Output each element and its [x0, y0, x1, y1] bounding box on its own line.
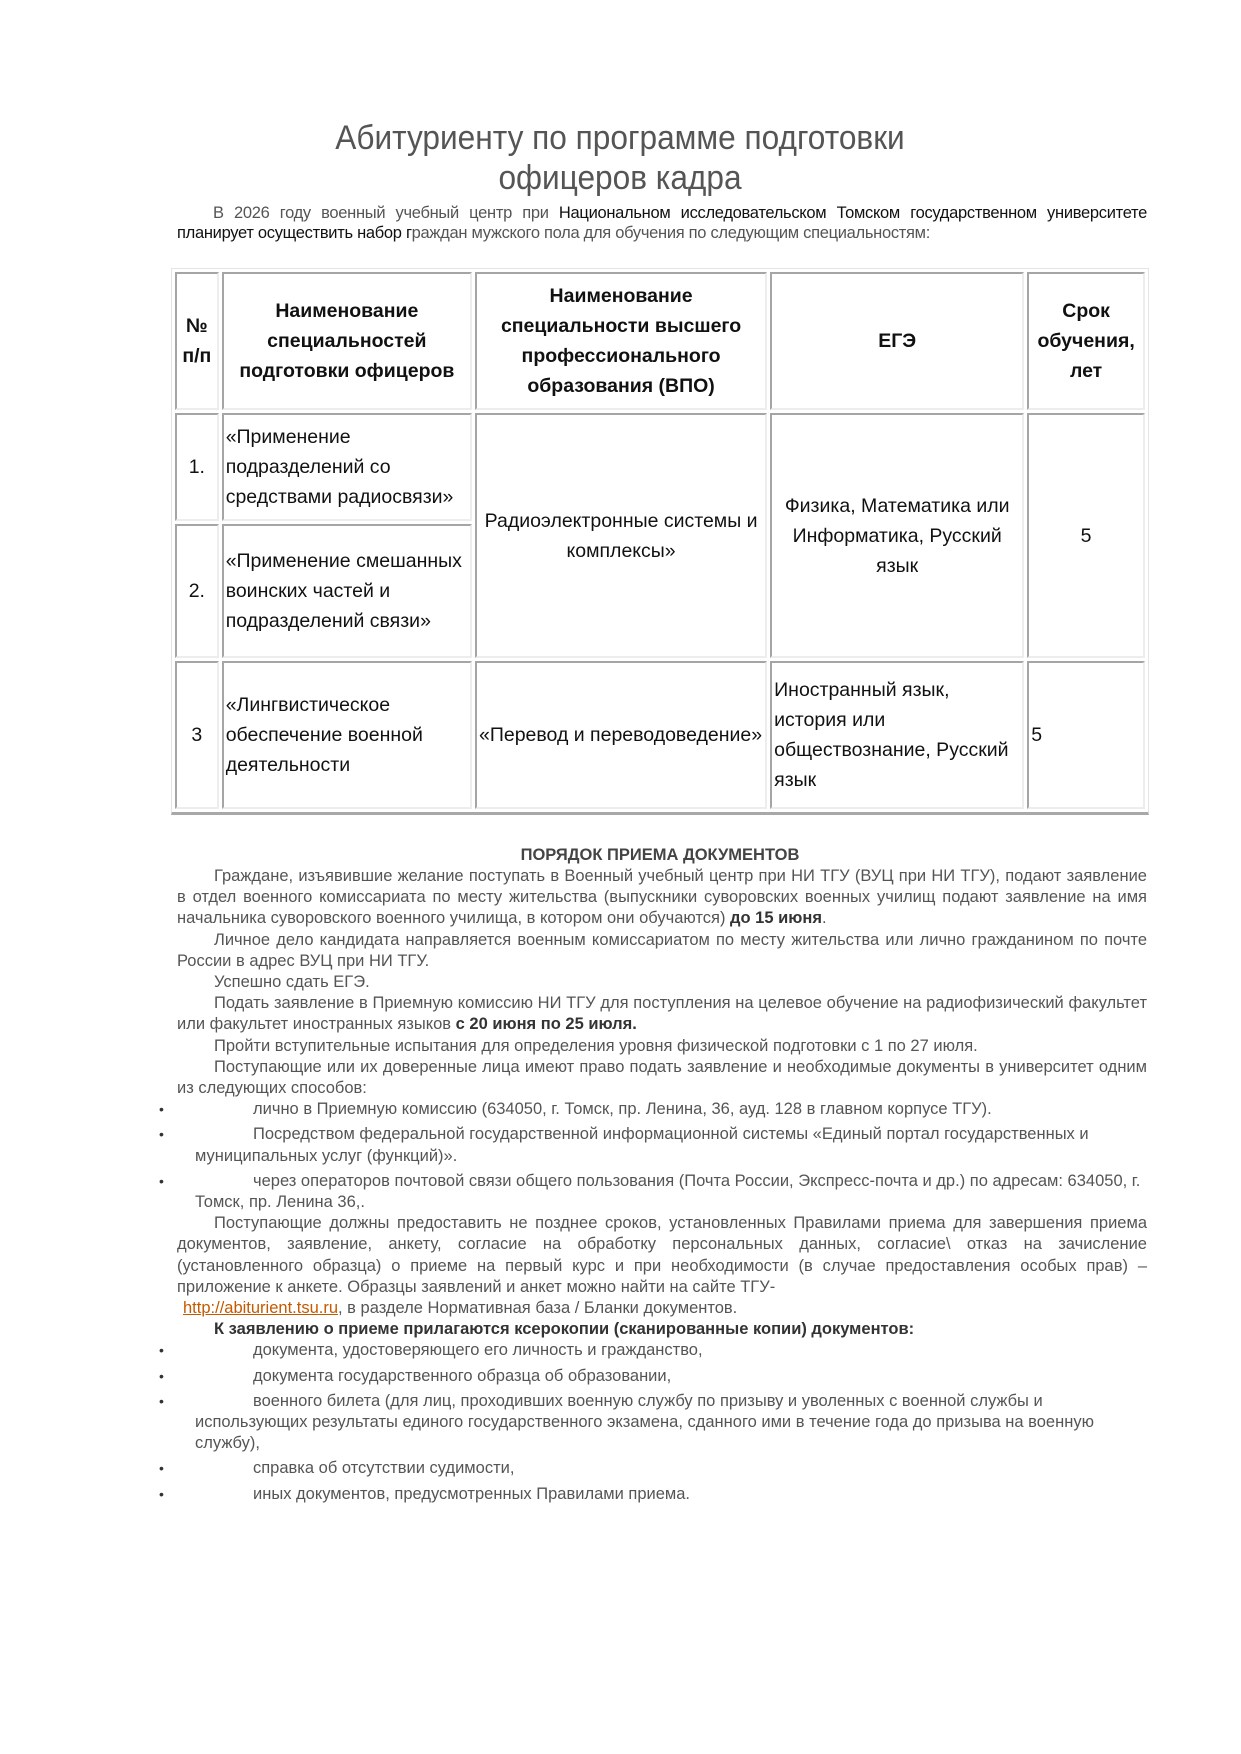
row-officer-specialty: «Применение смешанных воинских частей и подразделений связи» — [222, 524, 472, 658]
bullet-icon: • — [159, 1460, 164, 1477]
table-header-row — [175, 272, 1145, 410]
bullet-icon: • — [159, 1367, 164, 1384]
list-item-text: лично в Приемную комиссию (634050, г. Томск, пр. Ленина, 36, ауд. 128 в главном корпусе ТГУ). — [253, 1100, 992, 1119]
row-ege: Физика, Математика или Информатика, Русский язык — [770, 413, 1024, 658]
row-term: 5 — [1027, 413, 1145, 658]
list-item-text: документа, удостоверяющего его личность и гражданство, — [253, 1341, 703, 1360]
list-item — [159, 1099, 1147, 1120]
intro-part-2: Национальном исследовательском Томском государственном университете планирует осуществить набор г — [177, 204, 1147, 242]
application-dates: с 20 июня по 25 июля. — [455, 1015, 637, 1034]
list-item — [159, 1124, 1147, 1166]
bullet-icon: • — [159, 1485, 164, 1502]
list-item-text: через операторов почтовой связи общего пользования (Почта России, Экспресс-почта и др.) по адресам: 634050, г. Томск, пр. Ленина 36,. — [195, 1171, 1141, 1212]
paragraph: Пройти вступительные испытания для определения уровня физической подготовки с 1 по 27 июля. — [214, 1036, 978, 1055]
list-item-text: Посредством федеральной государственной информационной системы «Единый портал государственных и муниципальных услуг (функций)». — [195, 1125, 1089, 1165]
header-vpo-specialty: Наименование специальности высшего профессионального образования (ВПО) — [475, 272, 767, 410]
page-title — [183, 118, 1057, 198]
row-vpo-specialty: «Перевод и переводоведение» — [475, 661, 767, 809]
deadline-date: до 15 июня — [730, 909, 822, 928]
row-officer-specialty: «Лингвистическое обеспечение военной деятельности — [222, 661, 472, 809]
bullet-icon: • — [159, 1101, 164, 1118]
row-ege: Иностранный язык, история или обществознание, Русский язык — [770, 661, 1024, 809]
intro-paragraph — [177, 203, 1147, 243]
paragraph: Успешно сдать ЕГЭ. — [214, 973, 370, 992]
list-item — [159, 1171, 1147, 1213]
header-term: Срок обучения, лет — [1027, 272, 1145, 410]
header-num: № п/п — [175, 272, 219, 410]
list-item-text: военного билета (для лиц, проходивших военную службу по призыву и уволенных с военной службы и использующих результаты единого государственного экзамена, сданного ими в течение года до призыва на военную службу), — [195, 1391, 1094, 1453]
paragraph: Поступающие или их доверенные лица имеют право подать заявление и необходимые документы в университет одним из следующих способов: — [177, 1057, 1147, 1098]
intro-part-1: В 2026 году военный учебный центр при — [213, 204, 549, 222]
intro-part-3: раждан мужского пола для обучения по следующим специальностям: — [411, 224, 931, 242]
row-num: 3 — [175, 661, 219, 809]
paragraph-text: Граждане, изъявившие желание поступать в Военный учебный центр при НИ ТГУ (ВУЦ при НИ ТГУ), подают заявление в отдел военного комиссариата по месту жительства (выпускники суворовских военных училищ подают заявление на имя начальника суворовского военного училища, в котором они обучаются) — [177, 867, 1147, 928]
list-item-text: справка об отсутствии судимости, — [253, 1459, 515, 1478]
list-item — [159, 1340, 1147, 1361]
abiturient-link[interactable]: http://abiturient.tsu.ru — [183, 1299, 339, 1318]
header-officer-specialty: Наименование специальностей подготовки офицеров — [222, 272, 472, 410]
attachments-heading: К заявлению о приеме прилагаются ксерокопии (сканированные копии) документов: — [214, 1320, 915, 1339]
row-officer-specialty: «Применение подразделений со средствами радиосвязи» — [222, 413, 472, 521]
header-ege: ЕГЭ — [770, 272, 1024, 410]
bullet-icon: • — [159, 1342, 164, 1359]
paragraph-text: Поступающие должны предоставить не позднее сроков, установленных Правилами приема для завершения приема документов, заявление, анкету, согласие на обработку персональных данных, согласие\ отказ на зачисление (установленного образца) о приеме на первый курс и при необходимости (в случае предоставления особых прав) – приложение к анкете. Образцы заявлений и анкет можно найти на сайте ТГУ- — [177, 1214, 1147, 1296]
row-term: 5 — [1027, 661, 1145, 809]
table-row — [175, 661, 1145, 809]
list-item — [159, 1391, 1147, 1455]
list-item — [159, 1484, 1147, 1505]
paragraph — [177, 993, 1147, 1035]
title-line-2: офицеров кадра — [498, 159, 742, 197]
submission-methods-list — [159, 1099, 1147, 1213]
list-item — [159, 1366, 1147, 1387]
list-item-text: документа государственного образца об образовании, — [253, 1366, 672, 1385]
paragraph — [177, 866, 1147, 930]
bullet-icon: • — [159, 1126, 164, 1143]
paragraph-text: , в разделе Нормативная база / Бланки документов. — [338, 1299, 738, 1318]
bullet-icon: • — [159, 1392, 164, 1409]
paragraph — [177, 1213, 1147, 1319]
list-item-text: иных документов, предусмотренных Правилами приема. — [253, 1484, 691, 1503]
title-line-1: Абитуриенту по программе подготовки — [335, 119, 905, 157]
paragraph-end: . — [821, 909, 827, 928]
row-vpo-specialty: Радиоэлектронные системы и комплексы» — [475, 413, 767, 658]
list-item — [159, 1458, 1147, 1479]
row-num: 2. — [175, 524, 219, 658]
table-row — [175, 413, 1145, 521]
documents-list — [159, 1340, 1147, 1504]
paragraph — [177, 1319, 1147, 1340]
section-heading: ПОРЯДОК ПРИЕМА ДОКУМЕНТОВ — [520, 846, 800, 864]
row-num: 1. — [175, 413, 219, 521]
admission-procedure — [159, 866, 1147, 1509]
bullet-icon: • — [159, 1172, 164, 1189]
paragraph: Личное дело кандидата направляется военным комиссариатом по месту жительства или лично гражданином по почте России в адрес ВУЦ при НИ ТГУ. — [177, 930, 1147, 970]
specialties-table — [171, 268, 1149, 815]
paragraph-text: Подать заявление в Приемную комиссию НИ ТГУ для поступления на целевое обучение на радиофизический факультет или факультет иностранных языков — [177, 994, 1147, 1034]
